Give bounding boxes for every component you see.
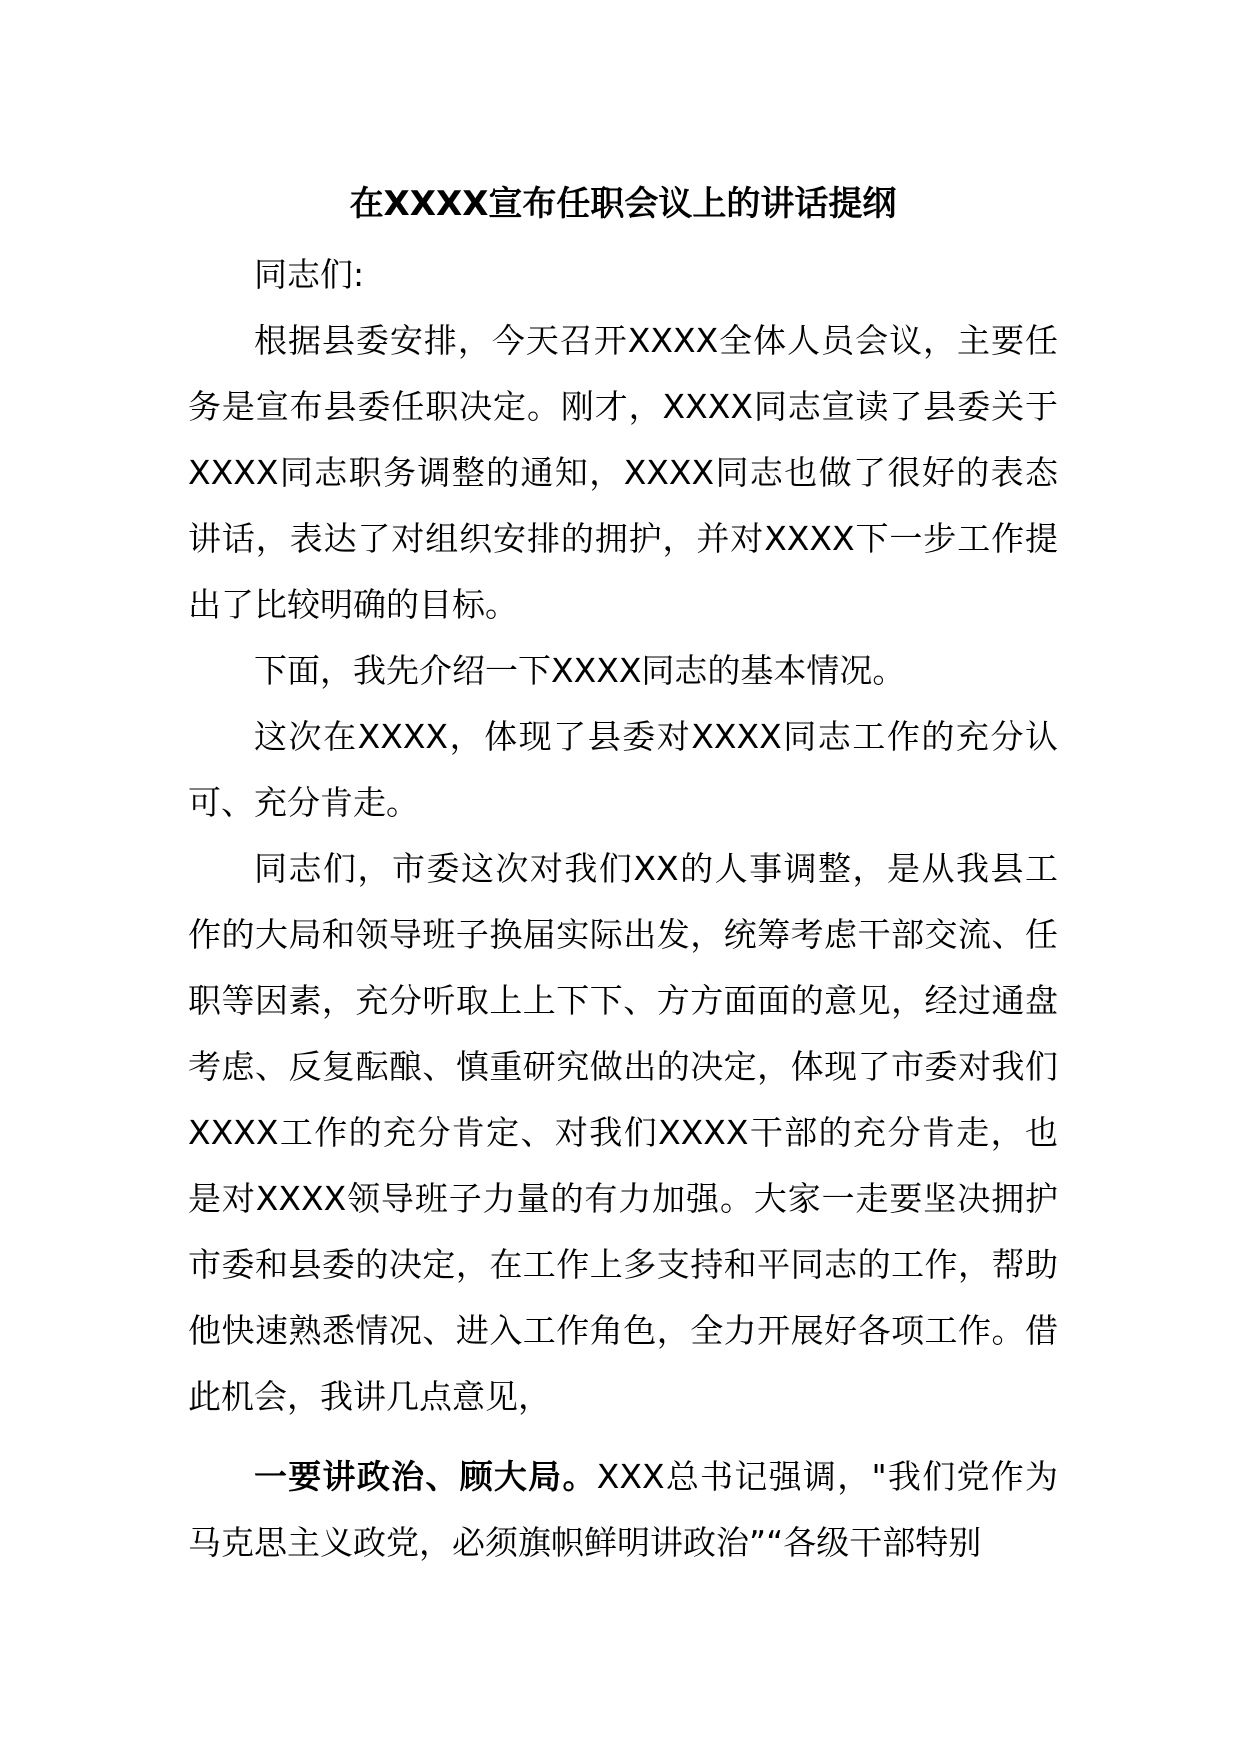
section-one-heading: 一要讲政治、顾大局。 (254, 1457, 597, 1496)
paragraph-recognition: 这次在XXXX，体现了县委对XXXX同志工作的充分认可、充分肯走。 (188, 717, 1058, 822)
paragraph-personnel-adjustment: 同志们，市委这次对我们XX的人事调整，是从我县工作的大局和领导班子换届实际出发，统筹考虑干部交流、任职等因素，充分听取上上下下、方方面面的意见，经过通盘考虑、反复酝酿、慎重研究做出的决定，体现了市委对我们XXXX工作的充分肯定、对我们XXXX干部的充分肯走，也是对XXXX领导班子力量的有力加强。大家一走要坚决拥护市委和县委的决定，在工作上多支持和平同志的工作，帮助他快速熟悉情况、进入工作角色，全力开展好各项工作。借此机会，我讲几点意见， (188, 849, 1058, 1416)
paragraph-introduction: 根据县委安排，今天召开XXXX全体人员会议，主要任务是宣布县委任职决定。刚才，XXXX同志宣读了县委关于XXXX同志职务调整的通知，XXXX同志也做了很好的表态讲话，表达了对组织安排的拥护，并对XXXX下一步工作提出了比较明确的目标。 (188, 321, 1058, 624)
document-body (188, 176, 1058, 1576)
section-one-paragraph (188, 1444, 1058, 1576)
section-one-text: XXX总书记强调，"我们党作为马克思主义政党，必须旗帜鲜明讲政治”“各级干部特别 (188, 1457, 1059, 1562)
document-title: 在XXXX宣布任职会议上的讲话提纲 (349, 184, 897, 224)
salutation: 同志们: (254, 255, 365, 294)
paragraph-basic-situation: 下面，我先介绍一下XXXX同志的基本情况。 (254, 651, 906, 690)
